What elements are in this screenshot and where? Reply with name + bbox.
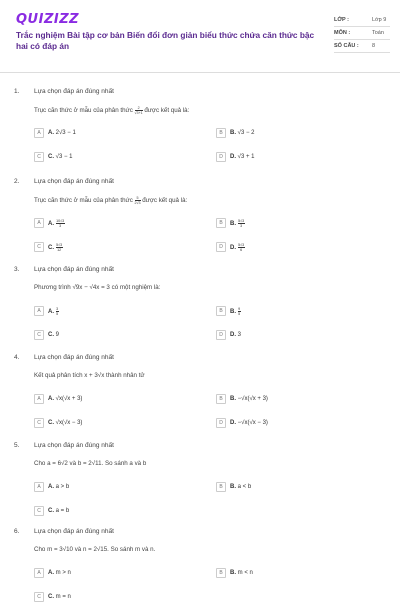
option-c[interactable] [34,330,59,340]
question-number: 4. [14,354,20,361]
option-a[interactable] [34,568,71,578]
option-fraction [238,307,241,316]
option-badge: B [216,568,226,578]
fraction-numerator: 5√3 [238,242,245,247]
fraction-numerator: 3 [56,306,59,311]
option-label: C. [48,332,56,338]
option-badge: D [216,152,226,162]
option-text: C. m = n [48,594,71,600]
question-instruction: Lựa chọn đáp án đúng nhất [34,88,114,95]
option-text: C. 9 [48,332,60,338]
option-a[interactable] [34,482,69,492]
option-badge: B [216,394,226,404]
option-label: D. [230,154,238,160]
option-text: D. 3 [230,332,242,338]
quizizz-logo: QUIZIZZ [16,12,80,27]
option-badge: D [216,418,226,428]
question-text: Trục căn thức ở mẫu của phân thức $\frac{5}{2√3}$ được kết quả là: [34,196,188,205]
option-label: A. [48,220,56,227]
option-text: A. m > n [48,570,71,576]
meta-value: 8 [372,43,376,49]
option-fraction [56,243,63,252]
option-text: D. √3 + 1 [230,154,255,160]
meta-value: Lớp 9 [372,17,387,23]
option-badge: A [34,482,44,492]
option-badge: B [216,128,226,138]
option-a[interactable] [34,128,76,138]
question-text: Kết quả phân tích x + 3√x thành nhân tử [34,372,145,379]
option-label: C. [48,154,56,160]
option-label: D. [230,420,238,426]
option-text: C. √x(√x − 3) [48,420,83,426]
option-text [230,219,245,228]
option-label: C. [48,594,56,600]
option-text: B. √3 − 2 [230,130,255,136]
option-text [48,307,59,316]
question-instruction: Lựa chọn đáp án đúng nhất [34,442,114,449]
option-label: A. [48,570,56,576]
option-b[interactable] [216,128,254,138]
option-badge: C [34,152,44,162]
document-header [0,0,400,73]
option-label: B. [230,484,238,490]
option-d[interactable] [216,330,241,340]
option-a[interactable] [34,306,59,316]
option-label: D. [230,332,238,338]
option-badge: C [34,592,44,602]
option-label: B. [230,308,238,315]
option-text [230,243,245,252]
option-label: C. [48,508,56,514]
option-badge: C [34,242,44,252]
meta-table [334,14,390,53]
question-instruction: Lựa chọn đáp án đúng nhất [34,178,114,185]
option-text [230,307,241,316]
fraction-denominator: 5 [56,311,59,316]
option-b[interactable] [216,306,241,316]
option-text: C. a = b [48,508,70,514]
option-badge: B [216,218,226,228]
fraction-denominator: 6 [240,247,243,252]
meta-row-class [334,14,390,27]
option-badge: A [34,218,44,228]
option-text [48,219,65,228]
question-text: Cho a = 6√2 và b = 2√11. So sánh a và b [34,460,147,467]
question-instruction: Lựa chọn đáp án đúng nhất [34,266,114,273]
fraction-denominator: √3+1 [134,111,143,115]
option-text: A. √x(√x + 3) [48,396,83,402]
option-text [48,243,63,252]
option-label: C. [48,244,56,251]
option-text: A. 2√3 − 1 [48,130,76,136]
option-a[interactable] [34,218,65,228]
option-text: C. √3 − 1 [48,154,73,160]
option-label: B. [230,130,238,136]
option-c[interactable] [34,506,69,516]
option-label: A. [48,308,56,315]
option-badge: A [34,306,44,316]
question-text: Trục căn thức ở mẫu của phân thức $\frac{2}{√3+1}$ được kết quả là: [34,106,190,115]
option-text: B. a < b [230,484,252,490]
option-badge: C [34,418,44,428]
fraction-numerator: 10√3 [56,218,65,223]
option-badge: A [34,568,44,578]
option-text: D. −√x(√x − 3) [230,420,268,426]
option-badge: D [216,242,226,252]
option-text: B. −√x(√x + 3) [230,396,268,402]
option-label: B. [230,396,238,402]
fraction-numerator: 5√3 [238,218,245,223]
fraction-numerator: 9 [238,306,241,311]
option-d[interactable] [216,242,245,252]
option-label: B. [230,570,238,576]
option-b[interactable] [216,394,268,404]
option-badge: A [34,128,44,138]
question-text: Cho m = 3√10 và n = 2√15. So sánh m và n. [34,546,156,553]
option-label: D. [230,244,238,251]
option-text: B. m < n [230,570,253,576]
option-badge: A [34,394,44,404]
question-fraction [135,106,143,115]
question-instruction: Lựa chọn đáp án đúng nhất [34,354,114,361]
option-badge: D [216,330,226,340]
question-text: Phương trình √9x − √4x = 3 có một nghiệm là: [34,284,161,291]
document-title: Trắc nghiệm Bài tập cơ bản Biến đổi đơn giản biểu thức chứa căn thức bậc hai có đáp án [16,30,315,51]
option-c[interactable] [34,152,72,162]
fraction-denominator: 3 [240,223,243,228]
meta-key: LỚP : [334,17,349,23]
fraction-numerator: 5√3 [56,242,63,247]
fraction-numerator: 2 [135,106,143,111]
meta-row-subject [334,27,390,40]
option-d[interactable] [216,418,268,428]
option-b[interactable] [216,482,251,492]
meta-key: SỐ CÂU : [334,43,359,49]
option-badge: C [34,330,44,340]
option-label: B. [230,220,238,227]
fraction-numerator: 5 [136,196,139,200]
option-b[interactable] [216,218,245,228]
question-number: 2. [14,178,20,185]
option-label: C. [48,420,56,426]
option-label: A. [48,130,56,136]
option-text: A. a > b [48,484,70,490]
option-c[interactable] [34,418,82,428]
question-fraction [135,196,141,205]
fraction-denominator: 2√3 [134,201,141,205]
option-badge: B [216,306,226,316]
question-number: 6. [14,528,20,535]
meta-row-count [334,40,390,53]
meta-key: MÔN : [334,30,351,36]
question-number: 3. [14,266,20,273]
question-number: 5. [14,442,20,449]
option-c[interactable] [34,242,63,252]
meta-value: Toán [372,30,384,36]
fraction-denominator: 12 [57,247,62,252]
option-fraction [56,307,59,316]
question-instruction: Lựa chọn đáp án đúng nhất [34,528,114,535]
option-fraction [238,243,245,252]
option-badge: C [34,506,44,516]
option-a[interactable] [34,394,82,404]
option-fraction [238,219,245,228]
option-label: A. [48,484,56,490]
option-label: A. [48,396,56,402]
fraction-denominator: 3 [59,223,62,228]
option-b[interactable] [216,568,253,578]
fraction-denominator: 5 [238,311,241,316]
question-number: 1. [14,88,20,95]
option-fraction [56,219,65,228]
option-badge: B [216,482,226,492]
option-c[interactable] [34,592,71,602]
option-d[interactable] [216,152,254,162]
